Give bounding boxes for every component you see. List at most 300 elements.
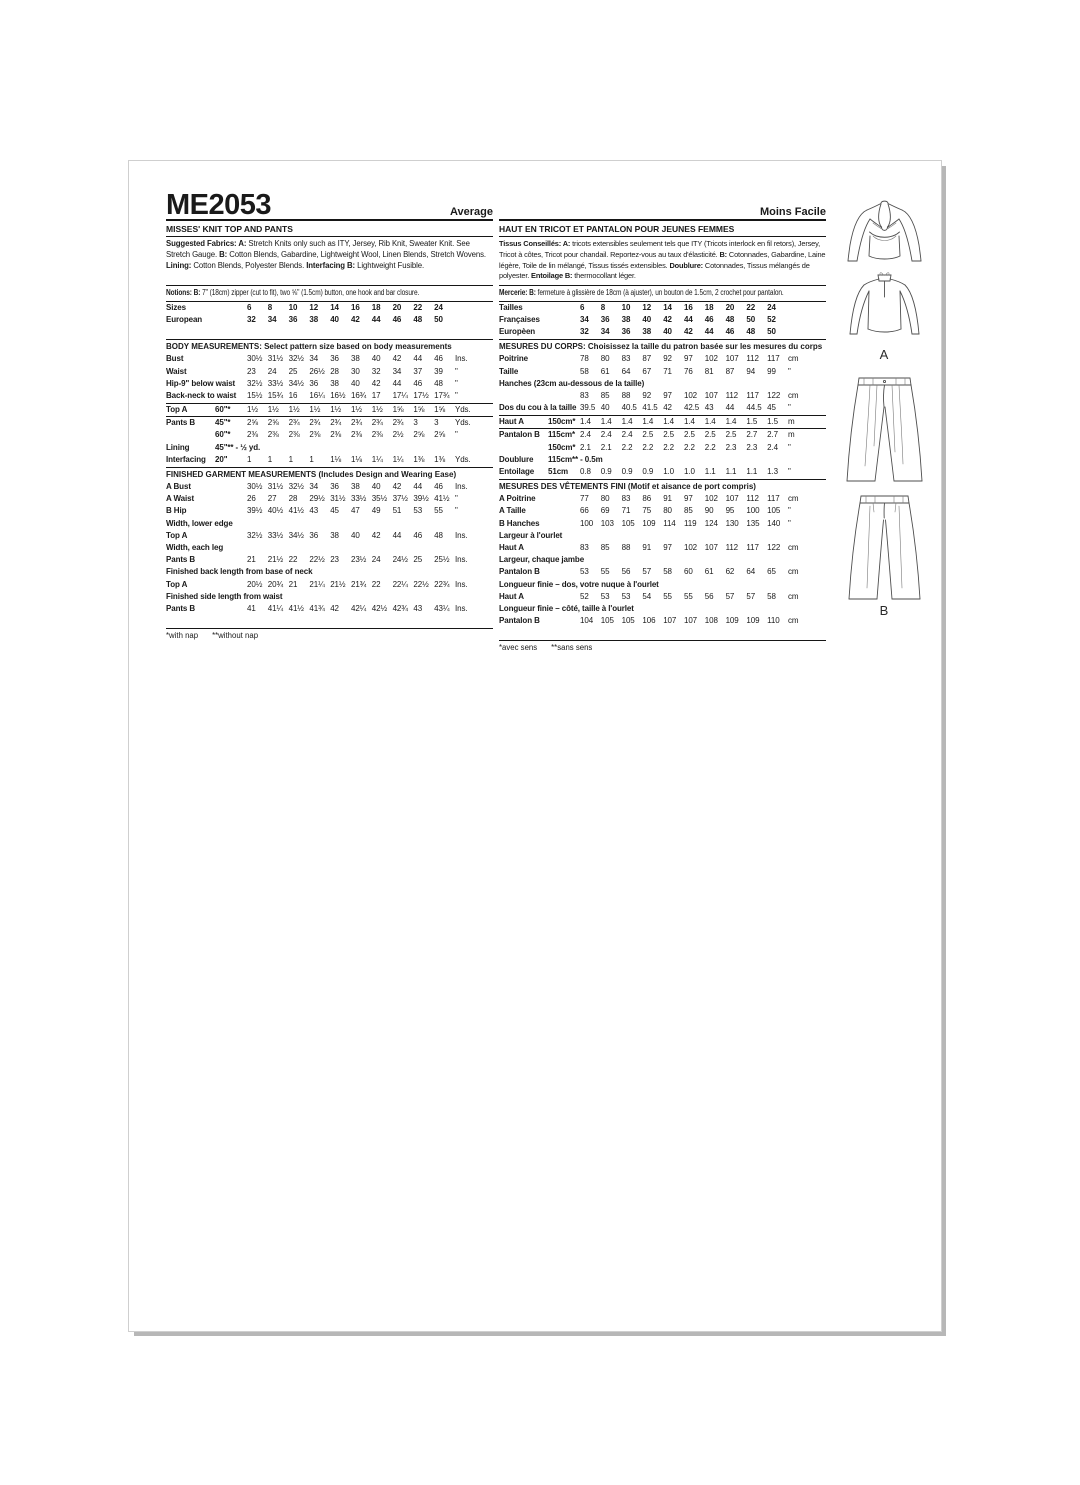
cell-value: 95 — [725, 506, 735, 516]
cell-value: 32½ — [247, 530, 263, 540]
cell-value: 44 — [392, 378, 402, 388]
cell-value: 41½ — [434, 494, 450, 504]
cell-value: 36 — [309, 378, 319, 388]
cell-value: 2.5 — [683, 430, 695, 440]
cell-value: 2⅜ — [288, 430, 300, 440]
cell-value: 8 — [600, 302, 606, 312]
row-unit: " — [454, 494, 458, 504]
table-row — [499, 542, 826, 554]
cell-value: 42 — [683, 327, 693, 337]
cell-value: 3 — [434, 418, 439, 428]
row-spec: 45"* — [215, 418, 231, 428]
row-unit: Ins. — [454, 555, 468, 565]
row-label: A Poitrine — [499, 494, 536, 504]
cell-value: 36 — [621, 327, 631, 337]
cell-value: 40 — [663, 327, 672, 337]
row-label: Waist — [166, 366, 187, 376]
row-spec: 20" — [215, 454, 228, 464]
table-row — [499, 579, 826, 591]
row-label: Hip-9" below waist — [166, 378, 236, 388]
footnote-without-nap: **without nap — [212, 631, 259, 641]
table-row — [499, 493, 826, 505]
footnote-avec-sens: *avec sens — [499, 643, 538, 653]
difficulty-rating-en: Average — [449, 206, 493, 218]
cell-value: 1 — [267, 454, 273, 464]
cell-value: 1.0 — [663, 467, 675, 477]
table-row — [166, 542, 493, 554]
cell-value: 43¼ — [434, 603, 450, 613]
cell-value: 40 — [371, 354, 381, 364]
cell-value: 71 — [663, 366, 672, 376]
cell-value: 28 — [288, 494, 298, 504]
row-unit: " — [787, 403, 791, 413]
row-unit: cm — [787, 542, 799, 552]
cell-value: 2.1 — [580, 442, 591, 452]
table-row — [499, 378, 826, 390]
suggested-fabrics-en: Suggested Fabrics: A: Stretch Knits only such as ITY, Jersey, Rib Knit, Sweater Knit. See Stretch Gauge. B: Cotton Blends, Gabardine, Lightweight Wool, Linen Blends, Stretch Wovens. Lining: Cotton Blends, Polyester Blends. Interfacing B: Lightweight Fusible. — [166, 237, 493, 286]
cell-value: 15¾ — [267, 390, 284, 400]
cell-value: 117 — [746, 390, 759, 400]
cell-value: 0.8 — [580, 467, 591, 477]
cell-value: 20 — [392, 302, 402, 312]
cell-value: 40 — [350, 378, 360, 388]
cell-value: 48 — [725, 314, 735, 324]
cell-value: 2.7 — [767, 430, 778, 440]
row-label: Pants B — [166, 418, 196, 428]
cell-value: 46 — [413, 530, 423, 540]
cell-value: 53 — [580, 567, 589, 577]
row-unit: Ins. — [454, 482, 468, 492]
row-header: Longueur finie – côté, taille à l'ourlet — [499, 603, 634, 613]
cell-value: 10 — [621, 302, 631, 312]
cell-value: 32 — [247, 314, 256, 324]
cell-value: 0.9 — [621, 467, 633, 477]
cell-value: 16 — [350, 302, 360, 312]
cell-value: 53 — [600, 591, 610, 601]
cell-value: 48 — [434, 378, 443, 388]
cell-value: 78 — [580, 354, 589, 364]
cell-value: 2.2 — [704, 442, 716, 452]
row-label: European — [166, 314, 203, 324]
row-label: Pantalon B — [499, 567, 540, 577]
row-label: Haut A — [499, 591, 524, 601]
cell-value: 37½ — [392, 494, 408, 504]
cell-value: 1.4 — [725, 417, 737, 427]
cell-value: 1¼ — [371, 454, 383, 464]
cell-value: 91 — [663, 494, 672, 504]
cell-value: 18 — [704, 302, 714, 312]
cell-value: 16¾ — [350, 390, 367, 400]
cell-value: 44 — [683, 314, 693, 324]
cell-value: 23½ — [350, 555, 367, 565]
cell-value: 1 — [288, 454, 293, 464]
cell-value: 46 — [704, 314, 714, 324]
table-row — [166, 366, 493, 378]
cell-value: 16½ — [330, 390, 346, 400]
cell-value: 1.3 — [767, 467, 778, 477]
cell-value: 58 — [663, 567, 672, 577]
cell-value: 44 — [704, 327, 714, 337]
cell-value: 35½ — [371, 494, 388, 504]
french-column — [499, 189, 826, 653]
cell-value: 75 — [642, 506, 652, 516]
cell-value: 55 — [663, 591, 672, 601]
cell-value: 1½ — [330, 405, 342, 415]
cell-value: 1.4 — [704, 417, 716, 427]
row-spec: 60"* — [215, 405, 231, 415]
cell-value: 41½ — [288, 506, 304, 516]
cell-value: 97 — [683, 494, 693, 504]
cell-value: 83 — [580, 390, 589, 400]
cell-value: 32 — [580, 327, 589, 337]
row-unit: cm — [787, 494, 799, 504]
finished-garment-table-fr — [499, 493, 826, 627]
cell-value: 80 — [663, 506, 672, 516]
cell-value: 22¼ — [392, 579, 408, 589]
cell-value: 46 — [434, 354, 443, 364]
difficulty-rating-fr: Moins Facile — [759, 206, 826, 218]
cell-value: 22 — [746, 302, 756, 312]
cell-value: 33½ — [267, 378, 284, 388]
cell-value: 50 — [767, 327, 776, 337]
cell-value: 102 — [704, 494, 718, 504]
row-unit: Yds. — [454, 454, 471, 464]
row-unit: Ins. — [454, 579, 468, 589]
row-header: Longueur finie – dos, votre nuque à l'ourlet — [499, 579, 659, 589]
cell-value: 58 — [767, 591, 776, 601]
row-unit: Ins. — [454, 603, 468, 613]
body-measurements-table-fr — [499, 353, 826, 414]
row-label: Europèen — [499, 327, 536, 337]
table-row — [499, 591, 826, 603]
table-row — [499, 353, 826, 365]
cell-value: 34½ — [288, 530, 304, 540]
cell-value: 2.5 — [642, 430, 654, 440]
cell-value: 2.3 — [746, 442, 758, 452]
cell-value: 30½ — [247, 482, 263, 492]
row-unit: m — [787, 417, 795, 427]
cell-value: 45 — [330, 506, 339, 516]
cell-value: 112 — [746, 494, 759, 504]
cell-value: 18 — [371, 302, 381, 312]
cell-value: 2.7 — [746, 430, 758, 440]
cell-value: 23 — [330, 555, 339, 565]
cell-value: 102 — [683, 542, 698, 552]
cell-value: 53 — [621, 591, 631, 601]
cell-value: 36 — [309, 530, 319, 540]
cell-value: 42 — [350, 314, 360, 324]
cell-value: 1.1 — [725, 467, 737, 477]
french-header — [499, 189, 826, 221]
row-unit: Ins. — [454, 530, 468, 540]
cell-value: 36 — [330, 354, 339, 364]
cell-value: 122 — [767, 542, 781, 552]
cell-value: 36 — [288, 314, 298, 324]
cell-value: 10 — [288, 302, 298, 312]
cell-value: 1⅝ — [392, 405, 404, 415]
cell-value: 2⅜ — [330, 430, 342, 440]
cell-value: 20 — [725, 302, 735, 312]
row-label: Lining — [166, 442, 190, 452]
cell-value: 107 — [704, 390, 718, 400]
cell-value: 2½ — [392, 430, 404, 440]
cell-value: 81 — [704, 366, 714, 376]
cell-value: 24 — [767, 302, 776, 312]
notions-fr — [499, 286, 826, 302]
row-spec: 115cm* — [548, 430, 575, 440]
cell-value: 34 — [600, 327, 610, 337]
row-label — [499, 442, 548, 454]
row-unit: " — [787, 442, 791, 452]
row-unit: Yds. — [454, 405, 471, 415]
row-unit: m — [787, 430, 795, 440]
cell-value: 1½ — [371, 405, 383, 415]
cell-value: 42 — [663, 314, 672, 324]
cell-value: 40.5 — [621, 403, 637, 413]
cell-value: 112 — [725, 390, 739, 400]
cell-value: 1½ — [247, 405, 258, 415]
cell-value: 117 — [746, 542, 759, 552]
cell-value: 109 — [725, 616, 739, 626]
cell-value: 17½ — [413, 390, 429, 400]
cell-value: 34 — [309, 482, 319, 492]
row-label: Tailles — [499, 302, 523, 312]
row-spec: 115cm** - 0.5m — [548, 454, 603, 464]
cell-value: 1½ — [288, 405, 300, 415]
cell-value: 2.4 — [580, 430, 591, 440]
table-row — [166, 579, 493, 591]
cell-value: 104 — [580, 616, 594, 626]
cell-value: 50 — [746, 314, 756, 324]
table-row — [499, 366, 826, 378]
cell-value: 2.4 — [621, 430, 633, 440]
table-row — [499, 518, 826, 530]
cell-value: 106 — [642, 616, 656, 626]
row-label: Entoilage — [499, 467, 535, 477]
row-label: Interfacing — [166, 454, 206, 464]
row-header: Largeur à l'ourlet — [499, 530, 563, 540]
table-row — [166, 518, 493, 530]
cell-value: 26½ — [309, 366, 325, 376]
sizes-table-fr — [499, 302, 826, 339]
table-row — [499, 603, 826, 615]
english-column — [166, 189, 493, 641]
row-label: Pantalon B — [499, 430, 540, 440]
cell-value: 41½ — [288, 603, 304, 613]
cell-value: 94 — [746, 366, 756, 376]
row-spec: 45"** - ½ yd. — [215, 442, 261, 452]
cell-value: 26 — [247, 494, 256, 504]
cell-value: 1.5 — [767, 417, 778, 427]
table-row — [499, 326, 826, 338]
cell-value: 22½ — [309, 555, 325, 565]
cell-value: 91 — [642, 542, 652, 552]
cell-value: 66 — [580, 506, 589, 516]
cell-value: 16¼ — [309, 390, 325, 400]
row-unit: " — [787, 518, 791, 528]
cell-value: 21¾ — [350, 579, 367, 589]
cell-value: 24 — [371, 555, 381, 565]
cell-value: 43 — [309, 506, 319, 516]
cell-value: 1.4 — [663, 417, 675, 427]
row-label: Haut A — [499, 542, 524, 552]
row-spec: 51cm — [548, 467, 569, 477]
cell-value: 22 — [288, 555, 298, 565]
footnote-en — [166, 629, 493, 641]
cell-value: 22¾ — [434, 579, 450, 589]
cell-value: 44 — [413, 354, 423, 364]
cell-value: 2⅝ — [247, 418, 258, 428]
cell-value: 76 — [683, 366, 693, 376]
cell-value: 41¾ — [309, 603, 325, 613]
cell-value: 41.5 — [642, 403, 658, 413]
table-row — [499, 302, 826, 314]
cell-value: 24½ — [392, 555, 408, 565]
cell-value: 34 — [580, 314, 589, 324]
table-row — [166, 390, 493, 402]
cell-value: 100 — [746, 506, 760, 516]
row-label — [166, 429, 215, 441]
notions-text-en: Notions: B: 7" (18cm) zipper (cut to fit), two ⅝" (1.5cm) button, one hook and bar closure. — [166, 287, 420, 297]
cell-value: 44 — [392, 530, 402, 540]
cell-value: 38 — [330, 530, 339, 540]
garment-title-fr: HAUT EN TRICOT ET PANTALON POUR JEUNES FEMMES — [499, 221, 826, 237]
table-row — [499, 429, 826, 441]
cell-value: 109 — [746, 616, 760, 626]
cell-value: 40 — [371, 482, 381, 492]
cell-value: 83 — [621, 354, 631, 364]
row-label — [499, 390, 580, 402]
table-row — [499, 466, 826, 478]
cell-value: 14 — [663, 302, 672, 312]
cell-value: 32½ — [288, 354, 304, 364]
cell-value: 1 — [247, 454, 252, 464]
notions-text-fr: Mercerie: B: fermeture à glissière de 18cm (à ajuster), un bouton de 1.5cm, 2 crochet pour pantalon. — [499, 287, 784, 297]
cell-value: 2⅜ — [267, 430, 279, 440]
cell-value: 57 — [725, 591, 735, 601]
row-label: Top A — [166, 579, 188, 589]
cell-value: 107 — [725, 494, 739, 504]
row-label: Top A — [166, 530, 188, 540]
cell-value: 58 — [580, 366, 589, 376]
cell-value: 62 — [725, 567, 735, 577]
cell-value: 135 — [746, 518, 760, 528]
cell-value: 2⅜ — [371, 430, 383, 440]
cell-value: 105 — [767, 506, 781, 516]
row-label: Haut A — [499, 417, 524, 427]
table-row — [499, 442, 826, 454]
cell-value: 25 — [288, 366, 298, 376]
cell-value: 97 — [663, 542, 672, 552]
cell-value: 38 — [621, 314, 631, 324]
table-row — [166, 566, 493, 578]
cell-value: 112 — [725, 542, 739, 552]
row-unit: cm — [787, 567, 799, 577]
garment-title-en: MISSES' KNIT TOP AND PANTS — [166, 221, 493, 237]
cell-value: 64 — [621, 366, 631, 376]
cell-value: 2.4 — [600, 430, 612, 440]
cell-value: 107 — [683, 616, 698, 626]
body-measurements-header-fr: MESURES DU CORPS: Choisissez la taille du patron basée sur les mesures du corps — [499, 342, 823, 352]
table-row — [166, 404, 493, 416]
cell-value: 105 — [621, 616, 635, 626]
cell-value: 42¾ — [392, 603, 408, 613]
cell-value: 31½ — [267, 354, 284, 364]
row-unit: " — [787, 467, 791, 477]
cell-value: 1⅝ — [434, 405, 446, 415]
cell-value: 107 — [704, 542, 718, 552]
cell-value: 37 — [413, 366, 423, 376]
garment-illustrations — [833, 193, 935, 618]
row-label: Poitrine — [499, 354, 528, 364]
footnote-fr — [499, 641, 826, 653]
cell-value: 55 — [683, 591, 693, 601]
cell-value: 87 — [725, 366, 735, 376]
cell-value: 1½ — [267, 405, 279, 415]
cell-value: 97 — [663, 390, 672, 400]
row-unit: cm — [787, 354, 799, 364]
cell-value: 2.2 — [621, 442, 633, 452]
table-row — [166, 417, 493, 429]
footnote-sans-sens: **sans sens — [551, 643, 593, 653]
cell-value: 119 — [683, 518, 697, 528]
cell-value: 55 — [434, 506, 443, 516]
cell-value: 34½ — [288, 378, 304, 388]
cell-value: 1.4 — [683, 417, 695, 427]
cell-value: 2.5 — [725, 430, 737, 440]
row-unit: Yds. — [454, 418, 471, 428]
row-label: Top A — [166, 405, 188, 415]
cell-value: 52 — [767, 314, 776, 324]
row-header: Finished back length from base of neck — [166, 567, 313, 577]
cell-value: 105 — [600, 616, 614, 626]
row-unit: " — [454, 366, 458, 376]
cell-value: 42 — [663, 403, 672, 413]
table-row — [499, 505, 826, 517]
finished-garment-header-fr: MESURES DES VÊTEMENTS FINI (Motif et aisance de port compris) — [499, 482, 756, 492]
notions-en — [166, 286, 493, 302]
cell-value: 60 — [683, 567, 693, 577]
cell-value: 2⅝ — [413, 430, 425, 440]
table-row — [499, 416, 826, 428]
cell-value: 0.9 — [642, 467, 654, 477]
cell-value: 69 — [600, 506, 610, 516]
row-spec: 60"* — [215, 430, 231, 440]
table-row — [166, 302, 493, 314]
row-header: Width, each leg — [166, 542, 224, 552]
cell-value: 88 — [621, 390, 631, 400]
english-header — [166, 189, 493, 221]
cell-value: 107 — [725, 354, 739, 364]
cell-value: 85 — [600, 542, 610, 552]
table-row — [499, 615, 826, 627]
cell-value: 40 — [330, 314, 339, 324]
cell-value: 1.4 — [580, 417, 591, 427]
cell-value: 33½ — [267, 530, 284, 540]
cell-value: 40½ — [267, 506, 284, 516]
suggested-fabrics-fr: Tissus Conseillés: A: tricots extensibles seulement tels que ITY (Tricots interlock en fil retors), Jersey, Tricot à côtes, Tricot pour chandail. Reportez-vous au taux d'élasticité. B: Cotonnades, Gabardine, Laine légère, Toile de lin mélangé, Tissus tissés extensibles. Doublure: Cotonnades, Tissus mélangés de polyester. Entoilage B: thermocollant léger. — [499, 237, 826, 286]
cell-value: 2¾ — [392, 418, 404, 428]
cell-value: 39½ — [247, 506, 263, 516]
cell-value: 85 — [683, 506, 693, 516]
cell-value: 45 — [767, 403, 776, 413]
cell-value: 83 — [580, 542, 589, 552]
cell-value: 25 — [413, 555, 423, 565]
cell-value: 1⅜ — [413, 454, 425, 464]
cell-value: 6 — [580, 302, 585, 312]
table-row — [166, 481, 493, 493]
table-row — [499, 454, 826, 466]
